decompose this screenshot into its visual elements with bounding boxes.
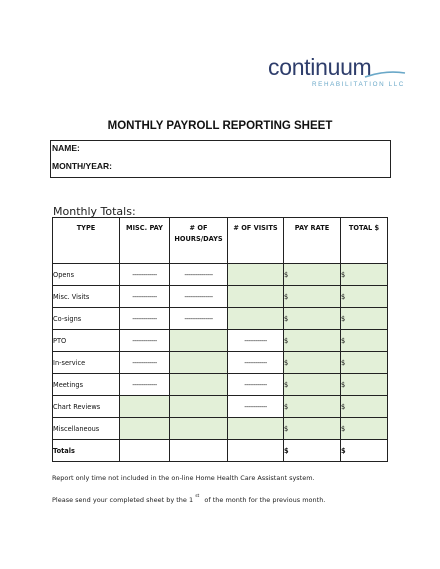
- column-header-pay-rate: PAY RATE: [284, 218, 341, 264]
- total-cell[interactable]: $: [341, 264, 388, 286]
- table-header-row: [53, 218, 388, 264]
- row-type: Opens: [53, 264, 120, 286]
- total-cell[interactable]: $: [341, 440, 388, 462]
- table-row: [53, 374, 388, 396]
- table-row: [53, 308, 388, 330]
- misc-pay-cell: -------------: [120, 374, 170, 396]
- total-cell[interactable]: $: [341, 418, 388, 440]
- pay-rate-cell[interactable]: $: [284, 418, 341, 440]
- hours-cell[interactable]: [170, 440, 228, 462]
- misc-pay-cell: -------------: [120, 330, 170, 352]
- total-cell[interactable]: $: [341, 330, 388, 352]
- misc-pay-cell: -------------: [120, 286, 170, 308]
- row-type: PTO: [53, 330, 120, 352]
- pay-rate-cell[interactable]: $: [284, 396, 341, 418]
- monthly-totals-heading: Monthly Totals:: [53, 205, 136, 218]
- misc-pay-cell: -------------: [120, 264, 170, 286]
- visits-cell: ------------: [228, 330, 284, 352]
- total-cell[interactable]: $: [341, 308, 388, 330]
- misc-pay-cell[interactable]: [120, 440, 170, 462]
- totals-row: [53, 440, 388, 462]
- visits-cell[interactable]: [228, 418, 284, 440]
- pay-rate-cell[interactable]: $: [284, 308, 341, 330]
- table-row: [53, 352, 388, 374]
- row-type: In-service: [53, 352, 120, 374]
- table-row: [53, 330, 388, 352]
- visits-cell: ------------: [228, 396, 284, 418]
- hours-cell: ---------------: [170, 308, 228, 330]
- monthly-totals-table: [52, 217, 388, 462]
- visits-cell[interactable]: [228, 440, 284, 462]
- visits-cell[interactable]: [228, 286, 284, 308]
- logo-tagline: REHABILITATION LLC: [312, 81, 405, 88]
- month-year-field-label[interactable]: MONTH/YEAR:: [52, 161, 112, 171]
- row-type: Meetings: [53, 374, 120, 396]
- column-header-total: TOTAL $: [341, 218, 388, 264]
- hours-cell[interactable]: [170, 418, 228, 440]
- hours-cell[interactable]: [170, 374, 228, 396]
- hours-cell: ---------------: [170, 264, 228, 286]
- row-type: Chart Reviews: [53, 396, 120, 418]
- column-header-misc-pay: MISC. PAY: [120, 218, 170, 264]
- employee-info-box: [50, 140, 391, 178]
- hours-cell: ---------------: [170, 286, 228, 308]
- hours-cell[interactable]: [170, 330, 228, 352]
- misc-pay-cell[interactable]: [120, 396, 170, 418]
- row-type: Co-signs: [53, 308, 120, 330]
- row-type: Totals: [53, 440, 120, 462]
- pay-rate-cell[interactable]: $: [284, 264, 341, 286]
- row-type: Miscellaneous: [53, 418, 120, 440]
- hours-cell[interactable]: [170, 396, 228, 418]
- instruction-note-1: Report only time not included in the on-line Home Health Care Assistant system.: [52, 474, 315, 482]
- total-cell[interactable]: $: [341, 396, 388, 418]
- visits-cell: ------------: [228, 374, 284, 396]
- company-logo: [268, 56, 408, 88]
- pay-rate-cell[interactable]: $: [284, 440, 341, 462]
- visits-cell: ------------: [228, 352, 284, 374]
- table-row: [53, 396, 388, 418]
- total-cell[interactable]: $: [341, 352, 388, 374]
- pay-rate-cell[interactable]: $: [284, 374, 341, 396]
- table-row: [53, 418, 388, 440]
- table-row: [53, 286, 388, 308]
- visits-cell[interactable]: [228, 264, 284, 286]
- pay-rate-cell[interactable]: $: [284, 330, 341, 352]
- total-cell[interactable]: $: [341, 374, 388, 396]
- note-text: Please send your completed sheet by the 1: [52, 496, 194, 504]
- logo-swoosh-icon: [363, 67, 407, 79]
- pay-rate-cell[interactable]: $: [284, 286, 341, 308]
- total-cell[interactable]: $: [341, 286, 388, 308]
- column-header-visits: # OF VISITS: [228, 218, 284, 264]
- misc-pay-cell[interactable]: [120, 418, 170, 440]
- name-field-label[interactable]: NAME:: [52, 143, 80, 153]
- visits-cell[interactable]: [228, 308, 284, 330]
- instruction-note-2: [52, 494, 325, 504]
- misc-pay-cell: -------------: [120, 308, 170, 330]
- misc-pay-cell: -------------: [120, 352, 170, 374]
- note-text: of the month for the previous month.: [204, 496, 326, 504]
- note-superscript: st: [195, 494, 200, 499]
- hours-cell[interactable]: [170, 352, 228, 374]
- column-header-hours-days: # OF HOURS/DAYS: [170, 218, 228, 264]
- table-row: [53, 264, 388, 286]
- page-title: MONTHLY PAYROLL REPORTING SHEET: [107, 120, 333, 132]
- logo-wordmark: continuum: [268, 54, 372, 80]
- row-type: Misc. Visits: [53, 286, 120, 308]
- column-header-type: TYPE: [53, 218, 120, 264]
- pay-rate-cell[interactable]: $: [284, 352, 341, 374]
